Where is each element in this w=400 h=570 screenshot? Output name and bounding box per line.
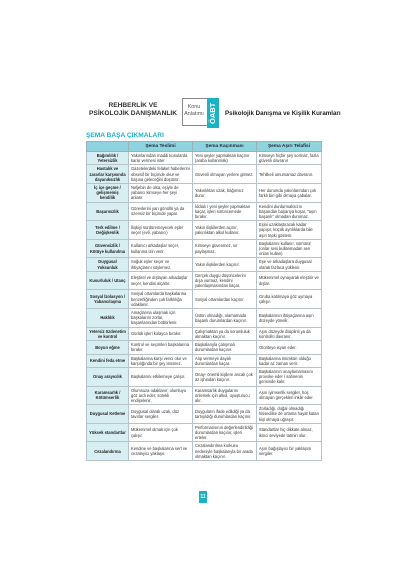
- table-cell: Çalışmaktan ya da sorumluluk almaktan kaçınır.: [193, 327, 257, 340]
- table-cell: Sosyal ortamlarda başkalarına benzerliğinden çok farklılığa odaklanır.: [129, 290, 193, 309]
- table-cell: Üstün olmadığı, olamamada başarılı durumlardan kaçınır.: [193, 309, 257, 328]
- schema-name-cell: Terk edilme / Değişkenlik: [87, 221, 129, 240]
- table-row: [87, 354, 322, 367]
- column-header: [87, 142, 129, 152]
- schema-name-cell: Yetersiz özdenetim ve kontrol: [87, 327, 129, 340]
- table-cell: Aşırı bağışlayıcı bir yaklaşım sergiler.: [257, 442, 322, 461]
- table-cell: Güvenli olmayan yerlere gitmez.: [193, 165, 257, 184]
- table-row: [87, 423, 322, 442]
- table-row: [87, 239, 322, 258]
- table-cell: Başkalarına mümkün olduğu kadar az zaman verir.: [257, 354, 322, 367]
- chapter-title-line1: REHBERLİK VE: [108, 102, 158, 109]
- table-row: [87, 405, 322, 424]
- schema-name-cell: Bağımlılık / Yetersizlik: [87, 152, 129, 165]
- table-cell: Standartlar hiç dikkate almaz, ikinci seviyede tatmin olur.: [257, 423, 322, 442]
- schema-name-cell: Kusurluluk / Utanç: [87, 271, 129, 290]
- schema-name-cell: Haklılık: [87, 309, 129, 328]
- table-cell: Başkalarının ihtiyaçlarına aşırı düzeyde yönelir.: [257, 309, 322, 328]
- table-cell: Amaçlarına ulaşmak için başkalarını zorlar, başarılarından böbürlenir.: [129, 309, 193, 328]
- schema-coping-table: [86, 141, 322, 461]
- schema-name-cell: Boyun eğme: [87, 341, 129, 354]
- table-cell: Eşe ve arkadaşlara duygusal olarak fazlaca yüklenir.: [257, 258, 322, 271]
- table-row: [87, 290, 322, 309]
- konu-label: [184, 104, 204, 117]
- table-row: [87, 221, 322, 240]
- table-cell: Yakın ilişkilerden açınır, yakınlıktan alkol kullanır.: [193, 221, 257, 240]
- table-cell: Neljebin de olsa, eşiyle de yabancı kimseye her şeyi anlatır.: [129, 184, 193, 203]
- table-cell: Başkalarıyla çatışmalı durumlardan kaçınır.: [193, 341, 257, 354]
- schema-name-cell: Hastalık ve zararlar karşısında dayanıksızlık: [87, 165, 129, 184]
- table-cell: Sosyal ortamlardan kaçınır.: [193, 290, 257, 309]
- schema-name-cell: Duygusal Ketleme: [87, 405, 129, 424]
- table-cell: Karamsarlık duygularını önlemek için alkol, uyuşturucu alır.: [193, 386, 257, 405]
- table-row: [87, 442, 322, 461]
- schema-name-cell: Başarısızlık: [87, 202, 129, 221]
- column-header: Şema Teslimi: [129, 142, 193, 152]
- table-cell: Mükemmel oynayarak eleştirir ve dışlar.: [257, 271, 322, 290]
- table-cell: Duyguların ifade edildiği ya da tartışıldığı durumlardan kaçınır.: [193, 405, 257, 424]
- table-cell: Her durumda yakınlarından çok farklı biri gibi olmaya çabalar.: [257, 184, 322, 203]
- table-row: [87, 327, 322, 340]
- table-cell: Başkalarına karşı verici olur ve karşılığında bir şey istemez.: [129, 354, 193, 367]
- table-cell: Kontrol ve seçimleri başkalarına bırakır.: [129, 341, 193, 354]
- table-cell: Aşırı iyimserlik sergiler, hoş olmayan gerçekleri inkâr eder.: [257, 386, 322, 405]
- table-cell: Tehlikeli umursamaz davranır.: [257, 165, 322, 184]
- konu-line2: Anlatımı: [184, 110, 204, 117]
- schema-name-cell: Sosyal İzolasyon / Yabancılaşma: [87, 290, 129, 309]
- table-cell: Soğuk eşler seçer ve ihtiyaçlarını söylemez.: [129, 258, 193, 271]
- exam-badge: ÖABT: [208, 102, 217, 124]
- table-row: [87, 271, 322, 290]
- table-cell: Otoriteye isyan eder.: [257, 341, 322, 354]
- column-header: Şema Kaçınması: [193, 142, 257, 152]
- table-cell: Başkalarını kullanır, sömürür (onlar seni kullanmadan sen onları kullan): [257, 239, 322, 258]
- table-cell: Gürlük işleri kolayca bırakır.: [129, 327, 193, 340]
- table-cell: Gazetelerdeki felaket haberlerini obsesif bir biçimde okur ve başına geleceğini düşünür.: [129, 165, 193, 184]
- table-cell: Aşırı düzeyde disiplinli ya da kontrollü davranır.: [257, 327, 322, 340]
- schema-name-cell: İç içe geçme / gelişmemiş kendilik: [87, 184, 129, 203]
- column-header: Şema Aşırı Telafisi: [257, 142, 322, 152]
- table-row: [87, 367, 322, 386]
- table-header-row: [87, 142, 322, 152]
- table-cell: Onay- önemli kişilere ancak çok az işhindan kaçınır.: [193, 367, 257, 386]
- table-cell: Başkalarının onaylamamasını provoke eder / sahnenin gerisinde kalır.: [257, 367, 322, 386]
- table-cell: İlişkiyi sürdüremeyecek eşler seçer (evli, yabancı): [129, 221, 193, 240]
- chapter-header: [84, 98, 341, 128]
- table-cell: Eşini uzaklaştıracak kadar yapışır, küçük ayrılıklarda bile aşırı tepki gösterir.: [257, 221, 322, 240]
- table-cell: Cezalandırılma korkusu nedeniyle başkalarıyla bir arada olmaktan kaçınır.: [193, 442, 257, 461]
- table-cell: Kendini durdurmaksızın başarıdan başarıya koşar, "aşırı başarılı" olmadan durumaz.: [257, 202, 322, 221]
- table-cell: Kullanıcı arkadaşlar seçer, kullanma izin verir.: [129, 239, 193, 258]
- table-row: [87, 309, 322, 328]
- table-cell: Kendine ve başkalarına sert ve cezalayıcı yaklaşır.: [129, 442, 193, 461]
- table-cell: Başkalarını etkilemeye çalışır.: [129, 367, 193, 386]
- schema-name-cell: Yüksek standartlar: [87, 423, 129, 442]
- table-cell: Gerçek duygu düşüncelerini dışa vurmaz, kendini yakınlaşmasından kaçar.: [193, 271, 257, 290]
- section-title: ŞEMA BAŞA ÇIKMALARI: [86, 132, 164, 139]
- schema-name-cell: Duygusal Yoksunluk: [87, 258, 129, 271]
- table-row: [87, 341, 322, 354]
- schema-name-cell: Karamsarlık / Kötümserlik: [87, 386, 129, 405]
- table-row: [87, 258, 322, 271]
- table-row: [87, 152, 322, 165]
- table-cell: Yakınlıktan uzak, bağımsız durur.: [193, 184, 257, 203]
- table-cell: Duygusal olarak uzak, düz tavırlar sergiler.: [129, 405, 193, 424]
- table-cell: İddialı / yeni şeyler yapmaktan kaçar, işleri sürüncemede bırakır.: [193, 202, 257, 221]
- schema-name-cell: Kendini feda etme: [87, 354, 129, 367]
- table-cell: Kimseye güvenmez, sır paylaşmaz.: [193, 239, 257, 258]
- schema-name-cell: Güvensizlik / Kötüye kullanılma: [87, 239, 129, 258]
- table-cell: Gruba katılmaya göz uymaya çalışır.: [257, 290, 322, 309]
- table-row: [87, 202, 322, 221]
- table-cell: Kimseye hiçbir şey sormaz, fazla güvenli davranır: [257, 152, 322, 165]
- table-row: [87, 184, 322, 203]
- chapter-title: [84, 102, 182, 117]
- table-row: [87, 165, 322, 184]
- table-cell: Performansının değerlendirildiği durumlardan kaçınır, işleri erteler.: [193, 423, 257, 442]
- table-cell: Olumsuza odaklanır; olumluyu göz ardı eder; sürekli endişelenir.: [129, 386, 193, 405]
- table-cell: Zorladığı, doğal olmadığı hissedilse de ortama hayat katan kişi olmaya uğraşır.: [257, 405, 322, 424]
- schema-name-cell: Onay arayıcılık: [87, 367, 129, 386]
- konu-line1: Konu: [187, 104, 201, 110]
- chapter-title-line2: PSİKOLOJİK DANIŞMANLIK: [89, 109, 177, 117]
- table-cell: Mükemmel olmak için çok çalışır.: [129, 423, 193, 442]
- table-cell: Görevlerini yarı gönüllü ya da özensiz bir biçimde yapar.: [129, 202, 193, 221]
- table-cell: Yakın ilişkilerden kaçınır.: [193, 258, 257, 271]
- table-cell: Eleştirel ve dışlayan arkadaşlar seçer, kendini alçaltır.: [129, 271, 193, 290]
- subject-title: Psikolojik Danışma ve Kişilik Kuramları: [225, 110, 341, 117]
- table-cell: Alıp vermeye dayalı durumlardan kaçar.: [193, 354, 257, 367]
- table-cell: Yeni şeyler yapmaktan kaçınır (araba kullanmak): [193, 152, 257, 165]
- table-row: [87, 386, 322, 405]
- page-number: 11: [199, 491, 207, 503]
- schema-name-cell: Cezalandırma: [87, 442, 129, 461]
- table-cell: Yakınlarından maddi konularda karar vermesi ister: [129, 152, 193, 165]
- table-body: [87, 152, 322, 461]
